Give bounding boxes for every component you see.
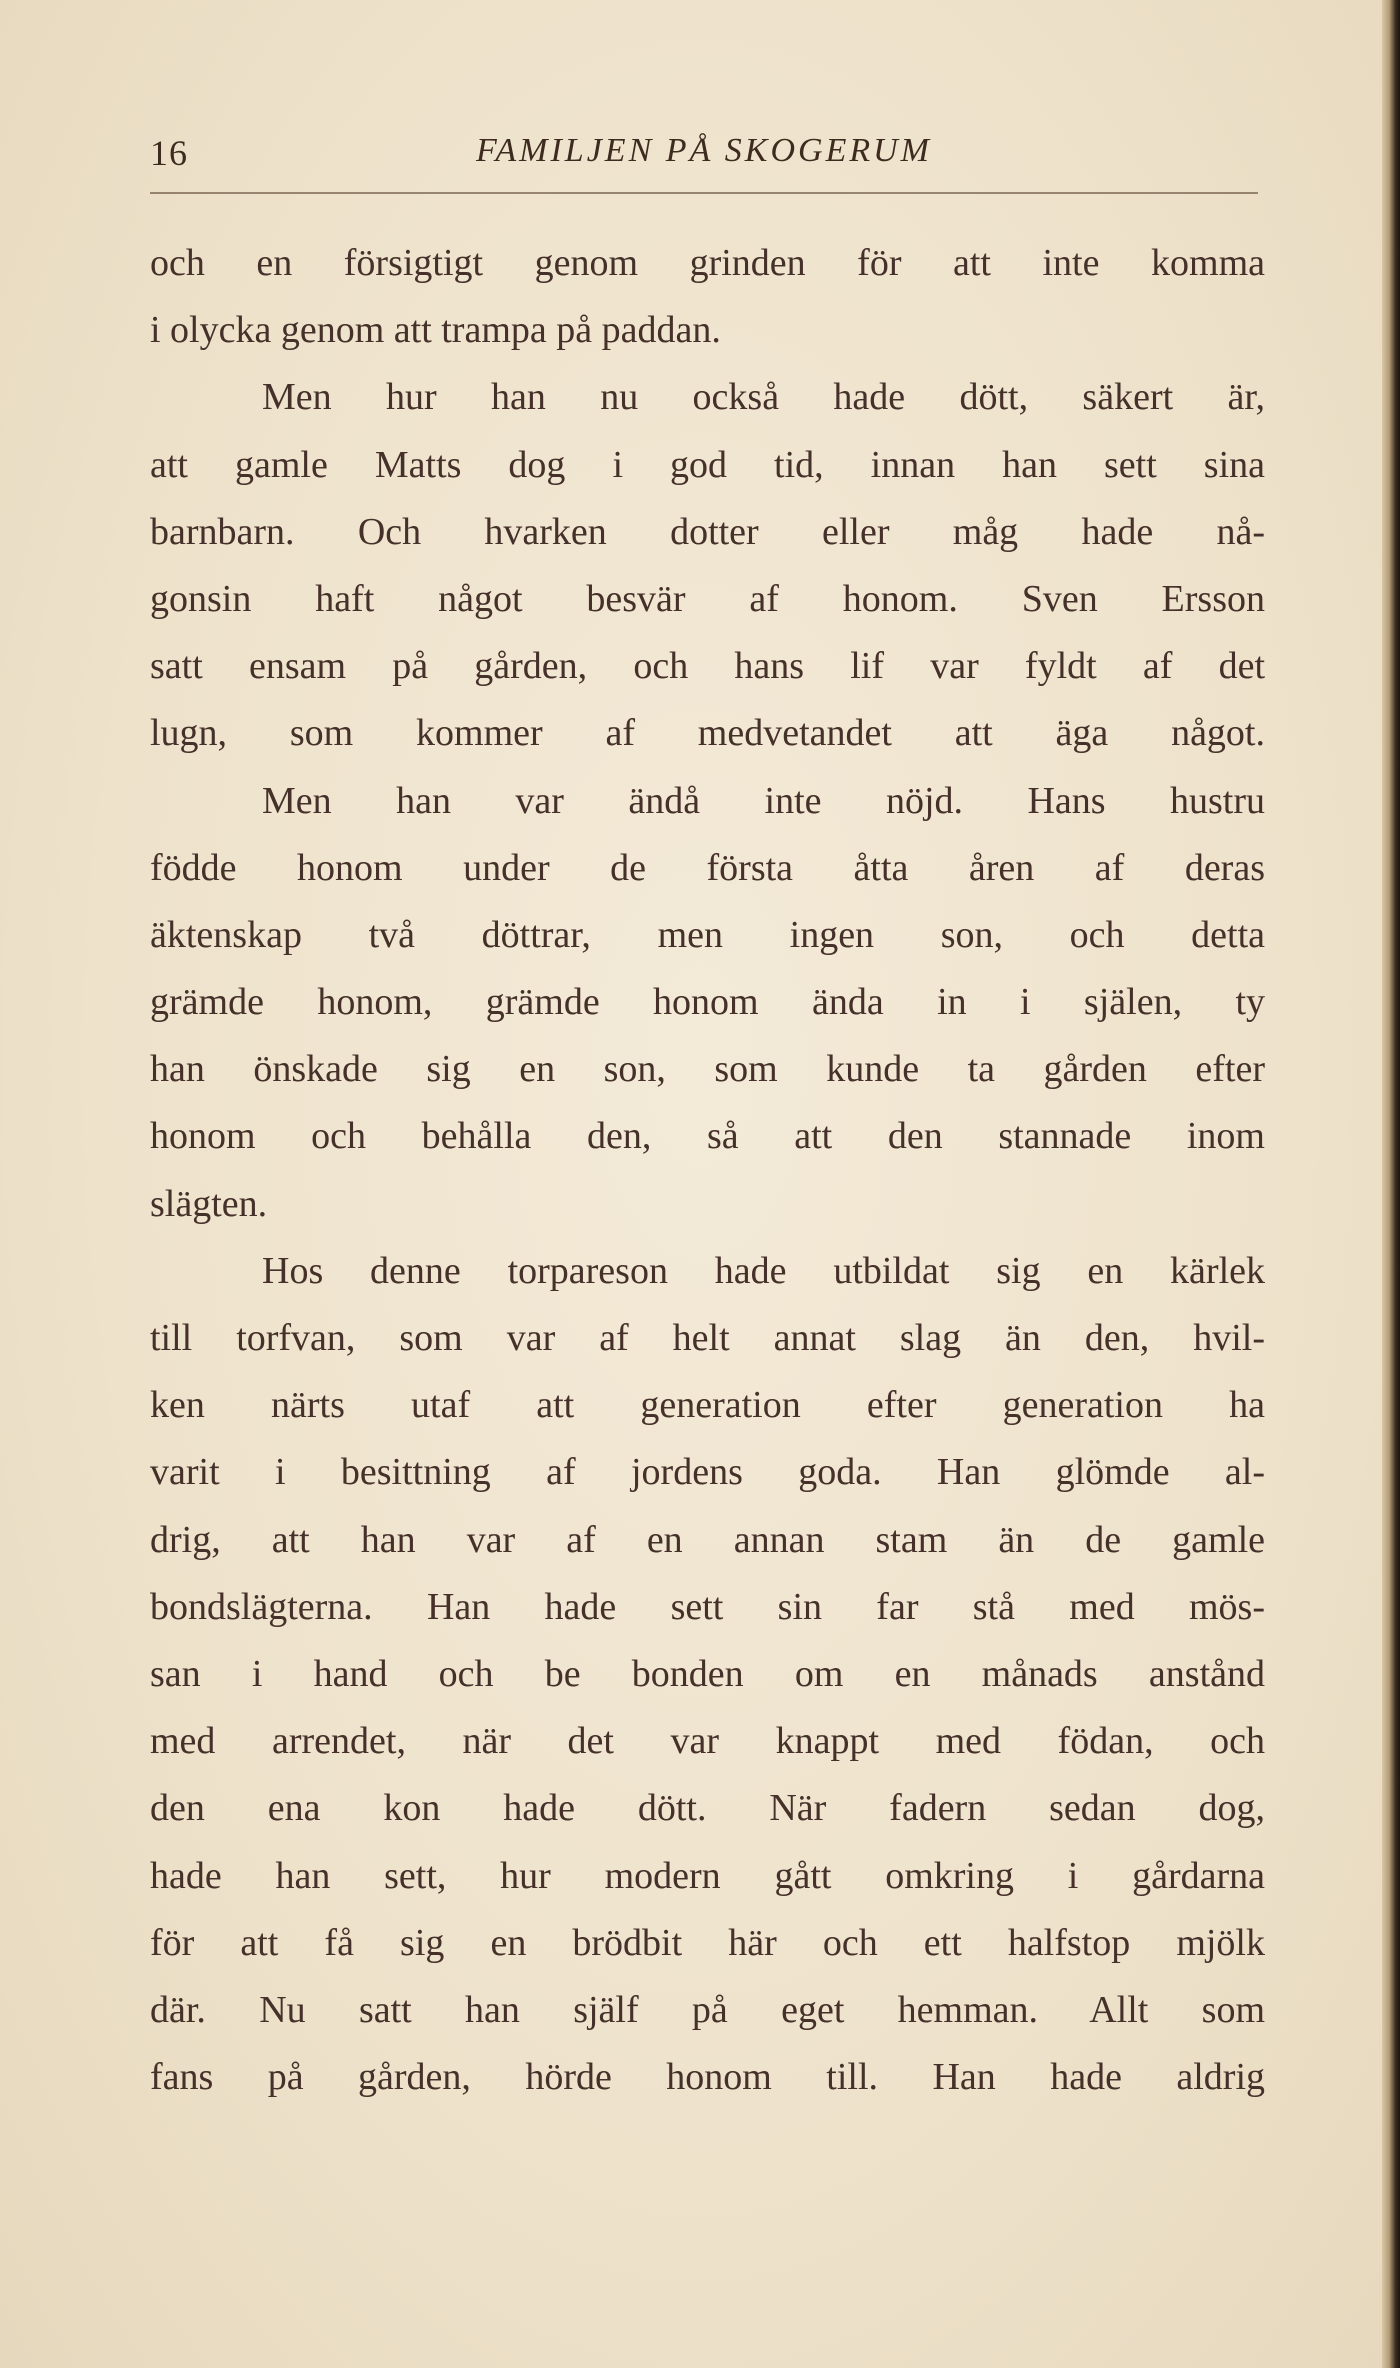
text-line: han önskade sig en son, som kunde ta gården efter bbox=[150, 1048, 1265, 1091]
text-line: bondslägterna. Han hade sett sin far stå med mös- bbox=[150, 1585, 1265, 1628]
text-line: Men han var ändå inte nöjd. Hans hustru bbox=[262, 779, 1265, 822]
text-line: till torfvan, som var af helt annat slag än den, hvil- bbox=[150, 1317, 1265, 1359]
running-title: FAMILJEN PÅ SKOGERUM bbox=[476, 132, 932, 169]
page-edge-shadow bbox=[1382, 0, 1400, 2368]
text-line: äktenskap två döttrar, men ingen son, och detta bbox=[150, 913, 1265, 956]
text-line: för att få sig en brödbit här och ett halfstop mjölk bbox=[150, 1921, 1265, 1964]
text-line: gonsin haft något besvär af honom. Sven Ersson bbox=[150, 577, 1265, 620]
text-line: med arrendet, när det var knappt med födan, och bbox=[150, 1720, 1265, 1763]
text-line: hade han sett, hur modern gått omkring i gårdarna bbox=[150, 1854, 1265, 1897]
text-line: fans på gården, hörde honom till. Han hade aldrig bbox=[150, 2056, 1265, 2099]
text-line: i olycka genom att trampa på paddan. bbox=[150, 309, 721, 352]
text-line: slägten. bbox=[150, 1182, 268, 1225]
text-line: att gamle Matts dog i god tid, innan han sett sina bbox=[150, 443, 1265, 486]
text-line: satt ensam på gården, och hans lif var fyldt af det bbox=[150, 645, 1265, 688]
page-number: 16 bbox=[150, 133, 188, 173]
text-line: Hos denne torpareson hade utbildat sig en kärlek bbox=[262, 1249, 1265, 1292]
text-line: Men hur han nu också hade dött, säkert är, bbox=[262, 376, 1265, 419]
text-line: barnbarn. Och hvarken dotter eller måg hade nå- bbox=[150, 510, 1265, 553]
header-rule bbox=[150, 192, 1258, 194]
page-header bbox=[150, 128, 1258, 188]
text-line: drig, att han var af en annan stam än de gamle bbox=[150, 1518, 1265, 1561]
text-line: den ena kon hade dött. När fadern sedan dog, bbox=[150, 1787, 1265, 1830]
text-line: lugn, som kommer af medvetandet att äga något. bbox=[150, 712, 1265, 755]
text-line: varit i besittning af jordens goda. Han glömde al- bbox=[150, 1451, 1265, 1494]
text-line: honom och behålla den, så att den stannade inom bbox=[150, 1115, 1265, 1158]
text-line: där. Nu satt han själf på eget hemman. Allt som bbox=[150, 1988, 1265, 2031]
text-line: och en försigtigt genom grinden för att inte komma bbox=[150, 242, 1265, 284]
text-line: san i hand och be bonden om en månads anstånd bbox=[150, 1652, 1265, 1695]
text-line: grämde honom, grämde honom ända in i själen, ty bbox=[150, 981, 1265, 1024]
text-line: födde honom under de första åtta åren af deras bbox=[150, 846, 1265, 889]
body-text bbox=[150, 230, 1265, 2111]
text-line: ken närts utaf att generation efter generation ha bbox=[150, 1384, 1265, 1427]
